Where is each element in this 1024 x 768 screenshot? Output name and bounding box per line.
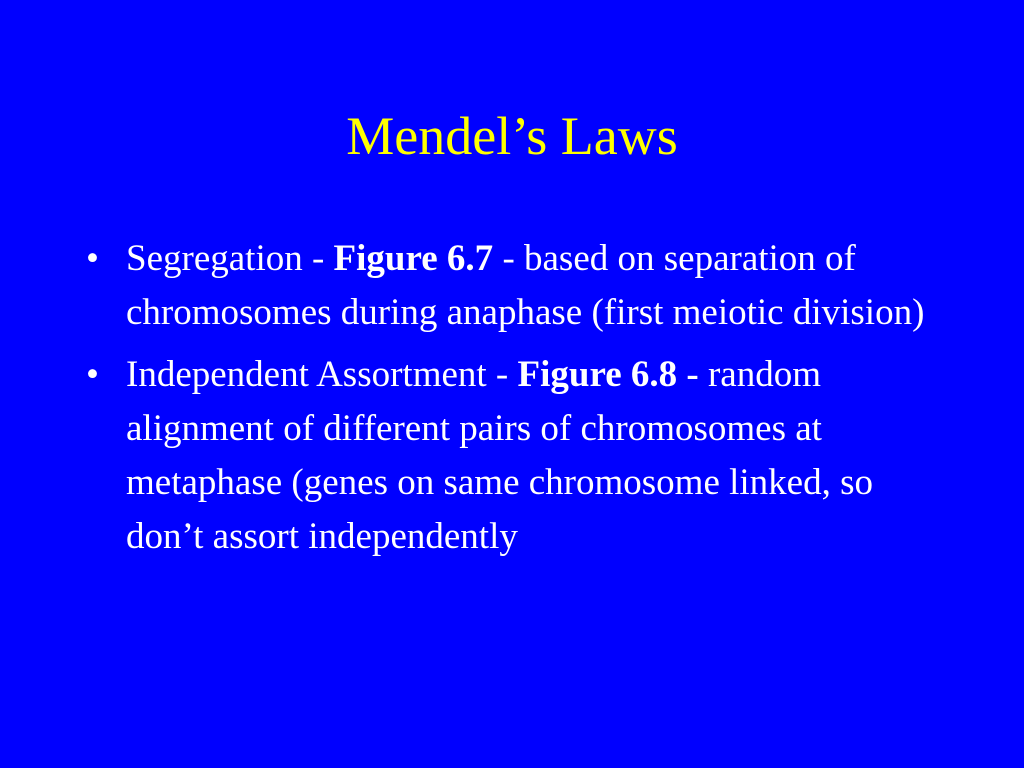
- bullet-item-segregation: [86, 232, 946, 340]
- bullet-lead-text: Segregation -: [126, 238, 334, 279]
- bullet-body-text: - based on separation of chromosomes during anaphase (first meiotic division): [126, 238, 925, 333]
- bullet-marker: •: [86, 238, 99, 279]
- figure-reference: Figure 6.7: [333, 238, 494, 279]
- bullet-marker: •: [86, 354, 99, 395]
- bullet-item-independent-assortment: [86, 348, 946, 564]
- bullet-list: [86, 232, 946, 572]
- slide-title: Mendel’s Laws: [346, 106, 678, 166]
- figure-reference: Figure 6.8 -: [517, 354, 699, 395]
- bullet-lead-text: Independent Assortment -: [126, 354, 518, 395]
- bullet-body-text: random alignment of different pairs of chromosomes at metaphase (genes on same chromosome linked, so don’t assort independently: [126, 354, 873, 557]
